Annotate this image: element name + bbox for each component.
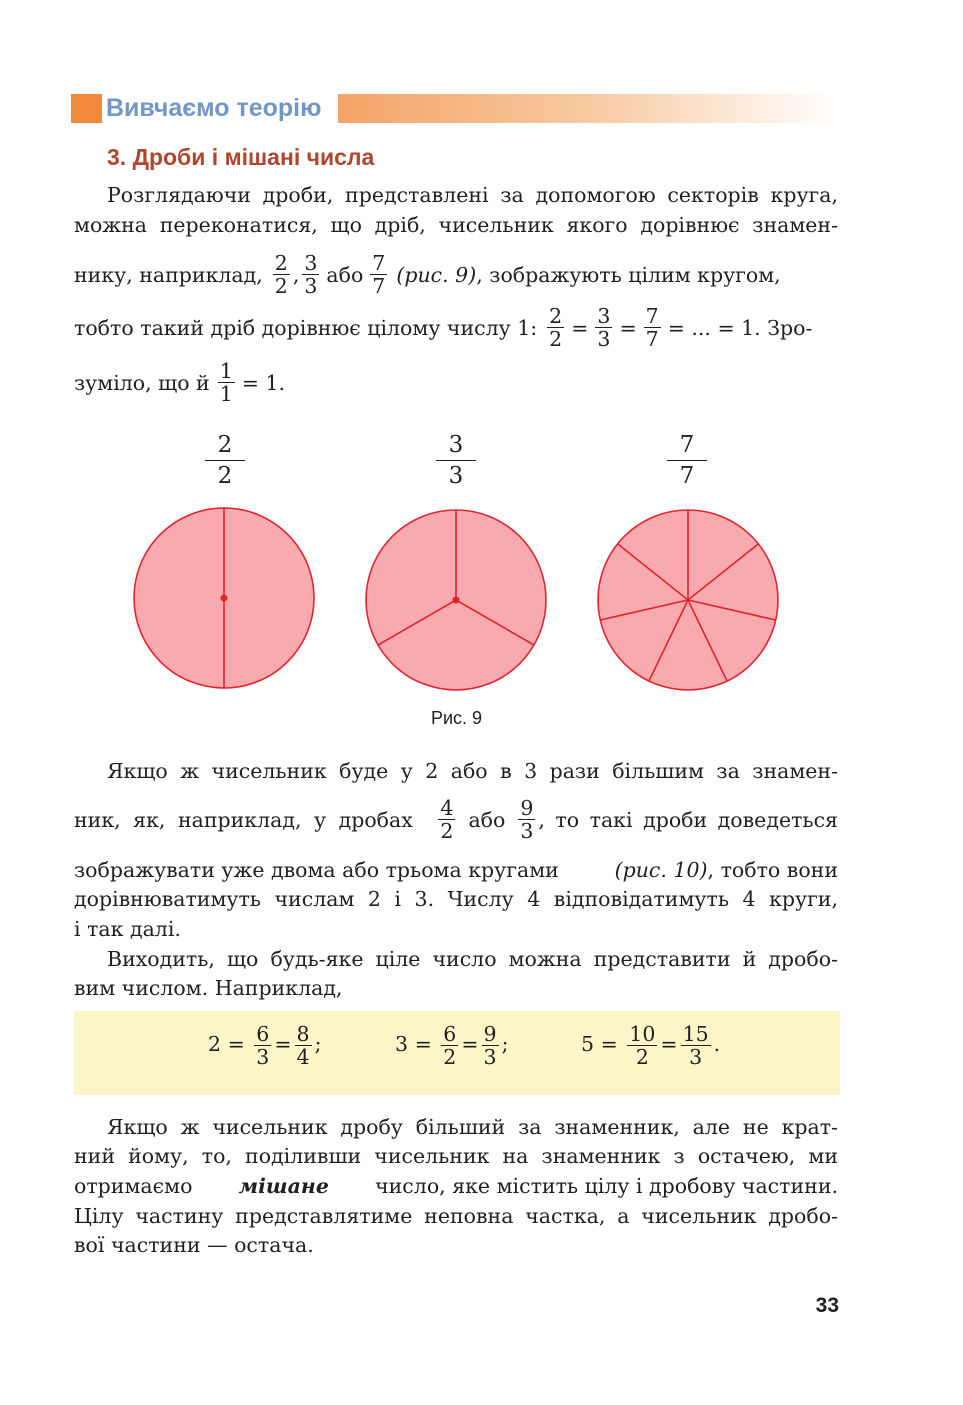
denominator: 3: [520, 819, 534, 843]
text: зображувати уже двома або трьома кругами: [74, 858, 559, 882]
fraction-4-2: [438, 797, 455, 842]
numerator: 3: [597, 304, 611, 328]
fraction: [254, 1023, 271, 1068]
denominator: 3: [689, 1045, 703, 1069]
numerator: 6: [443, 1022, 457, 1046]
equals-sign: =: [600, 1032, 618, 1056]
para4-line3: [74, 1173, 838, 1199]
denominator: 2: [440, 819, 454, 843]
equation-3: [395, 1023, 509, 1068]
numerator: 2: [205, 430, 245, 461]
para2-line3: [74, 857, 838, 883]
figure-reference: (рис. 9): [396, 262, 477, 287]
para3-line1: Виходить, що будь-яке ціле число можна представити й дробо-: [107, 947, 838, 971]
text: = 1.: [241, 370, 286, 395]
numerator: 7: [667, 430, 707, 461]
text: , то такі дроби доведеться: [538, 807, 838, 832]
numerator: 1: [219, 359, 233, 383]
fraction: [295, 1023, 312, 1068]
punctuation: ;: [501, 1032, 509, 1056]
denominator: 3: [448, 463, 464, 489]
numerator: 10: [629, 1022, 656, 1046]
denominator: 7: [679, 463, 695, 489]
text-or: або: [468, 807, 506, 832]
equation-5: [581, 1023, 720, 1068]
figure-reference: (рис. 10): [614, 858, 708, 882]
denominator: 3: [597, 327, 611, 351]
equation-2: [208, 1023, 322, 1068]
denominator: 1: [219, 382, 233, 406]
numerator: 2: [549, 304, 563, 328]
numerator: 9: [520, 796, 534, 820]
text: , зображують цілим кругом,: [476, 262, 781, 287]
numerator: 2: [274, 251, 288, 275]
numerator: 9: [483, 1022, 497, 1046]
para4-line5: вої частини — остача.: [74, 1233, 314, 1257]
text: = ... = 1. Зро-: [667, 315, 813, 340]
denominator: 7: [645, 327, 659, 351]
center-dot: [221, 595, 228, 602]
page-number: 33: [815, 1294, 839, 1317]
para4-line1: Якщо ж чисельник дробу більший за знаменник, але не крат-: [107, 1115, 838, 1139]
figure-caption: Рис. 9: [430, 708, 483, 728]
para2-line4: дорівнюватимуть числам 2 і 3. Числу 4 відповідатимуть 4 круги,: [74, 887, 838, 911]
denominator: 7: [372, 274, 386, 298]
para4-line2: ний йому, то, поділивши чисельник на знаменник з остачею, ми: [74, 1144, 838, 1168]
comma: ,: [292, 262, 300, 287]
text: нику, наприклад,: [74, 262, 263, 287]
circle-sevenths: [598, 510, 778, 690]
numerator: 3: [436, 430, 476, 461]
para2-line2: [74, 797, 838, 842]
circle-halves: [134, 508, 314, 688]
para3-line2: вим числом. Наприклад,: [74, 976, 343, 1000]
numerator: 3: [304, 251, 318, 275]
denominator: 3: [483, 1045, 497, 1069]
denominator: 2: [635, 1045, 649, 1069]
numerator: 4: [440, 796, 454, 820]
text: отримаємо: [74, 1174, 193, 1198]
denominator: 2: [274, 274, 288, 298]
fraction-9-3: [518, 797, 535, 842]
section-title: 3. Дроби і мішані числа: [107, 144, 375, 170]
text: тобто такий дріб дорівнює цілому числу 1:: [74, 315, 538, 340]
fraction: [627, 1023, 657, 1068]
numerator: 15: [682, 1022, 709, 1046]
numerator: 7: [645, 304, 659, 328]
center-dot: [453, 597, 460, 604]
equals-sign: =: [619, 315, 637, 340]
para4-line4: Цілу частину представлятиме неповна частка, а чисельник дробо-: [74, 1204, 838, 1228]
numerator: 6: [256, 1022, 270, 1046]
equals-sign: =: [571, 315, 589, 340]
punctuation: .: [713, 1032, 721, 1056]
equals-sign: =: [414, 1032, 432, 1056]
para1-line1: Розглядаючи дроби, представлені за допомогою секторів круга,: [107, 183, 838, 207]
denominator: 3: [304, 274, 318, 298]
banner-title: Вивчаємо теорію: [106, 94, 322, 122]
denominator: 2: [549, 327, 563, 351]
text: ник, як, наприклад, у дробах: [74, 807, 413, 832]
text: число, яке містить цілу і дробову частини.: [375, 1174, 838, 1198]
whole-number: 3: [395, 1032, 409, 1056]
circle-thirds: [366, 510, 546, 690]
text-or: або: [326, 262, 364, 287]
denominator: 4: [296, 1045, 310, 1069]
text: зуміло, що й: [74, 370, 210, 395]
numerator: 7: [372, 251, 386, 275]
text: , тобто вони: [707, 858, 838, 882]
numerator: 8: [296, 1022, 310, 1046]
fraction: [441, 1023, 458, 1068]
whole-number: 2: [208, 1032, 222, 1056]
para1-line2: можна переконатися, що дріб, чисельник якого дорівнює знамен-: [74, 213, 838, 237]
emphasized-term: мішане: [238, 1174, 329, 1198]
whole-number: 5: [581, 1032, 595, 1056]
equals-sign: =: [461, 1032, 479, 1056]
denominator: 3: [256, 1045, 270, 1069]
punctuation: ;: [314, 1032, 322, 1056]
equals-sign: =: [227, 1032, 245, 1056]
denominator: 2: [217, 463, 233, 489]
para2-line5: і так далі.: [74, 917, 181, 941]
fraction: [681, 1023, 711, 1068]
equals-sign: =: [660, 1032, 678, 1056]
para2-line1: Якщо ж чисельник буде у 2 або в 3 рази більшим за знамен-: [107, 759, 838, 783]
denominator: 2: [443, 1045, 457, 1069]
equals-sign: =: [274, 1032, 292, 1056]
fraction: [482, 1023, 499, 1068]
